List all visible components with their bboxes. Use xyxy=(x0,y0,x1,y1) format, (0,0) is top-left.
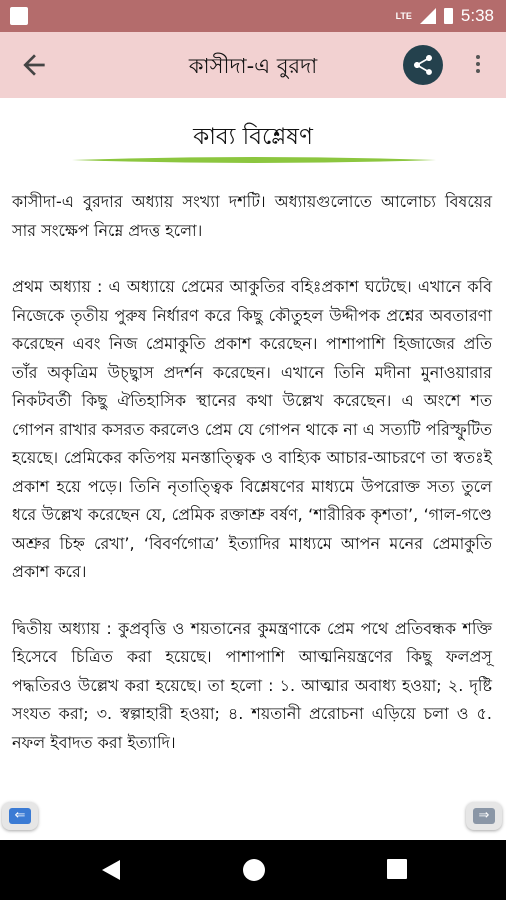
app-bar xyxy=(0,32,506,98)
app-title: কাসীদা-এ বুরদা xyxy=(188,54,318,78)
heading-underline xyxy=(72,156,436,164)
system-nav-bar xyxy=(0,840,506,900)
signal-icon xyxy=(420,8,436,24)
status-bar xyxy=(0,0,506,32)
paragraph-chapter-2: দ্বিতীয় অধ্যায় : কুপ্রবৃত্তি ও শয়তানের কুমন্ত্রণাকে প্রেম পথে প্রতিবন্ধক শক্তি হিসেবে চিত্রিত করা হয়েছে। পাশাপাশি আত্মনিয়ন্ত্রণের কিছু ফলপ্রসূ পদ্ধতিরও উল্লেখ করা হয়েছে। তা হলো : ১. আত্মার অবাধ্য হওয়া; ২. দৃষ্টি সংযত করা; ৩. স্বল্পাহারী হওয়া; ৪. শয়তানী প্ররোচনা এড়িয়ে চলা ও ৫. নফল ইবাদত করা ইত্যাদি। xyxy=(12,618,492,752)
nav-recents-icon[interactable] xyxy=(386,858,408,884)
network-type: LTE xyxy=(395,10,412,21)
prev-page-button[interactable] xyxy=(2,802,38,830)
more-vert-icon[interactable] xyxy=(468,52,488,80)
next-page-button[interactable] xyxy=(466,802,502,830)
paragraph-chapter-1: প্রথম অধ্যায় : এ অধ্যায়ে প্রেমের আকুতির বহিঃপ্রকাশ ঘটেছে। এখানে কবি নিজেকে তৃতীয় পুরুষ নির্ধারণ করে কিছু কৌতুহল উদ্দীপক প্রশ্নের অবতারণা করেছেন এবং নিজ প্রেমাকুতি প্রকাশ করেছেন। পাশাপাশি হিজাজের প্রতি তাঁর অকৃত্রিম উচ্ছ্বাস প্রদর্শন করেছেন। এখানে তিনি মদীনা মুনাওয়ারার নিকটবর্তী কিছু ঐতিহাসিক স্থানের কথা উল্লেখ করেছেন। এ অংশে শত গোপন রাখার কসরত করলেও প্রেম যে গোপন থাকে না এ সত্যটি পরিস্ফুটিত হয়েছে। প্রেমিকের কতিপয় মনস্তাত্ত্বিক ও বাহ্যিক আচার-আচরণে তা স্বতঃই প্রকাশ হয়ে পড়ে। তিনি নৃতাত্ত্বিক বিশ্লেষণের মাধ্যমে উপরোক্ত সত্য তুলে ধরে উল্লেখ করেছেন যে, প্রেমিক রক্তাশ্রু বর্ষণ, ‘শারীরিক কৃশতা’, ‘গাল-গণ্ডে অশ্রুর চিহ্ন রেখা’, ‘বিবর্ণগোত্র’ ইত্যাদির মাধ্যমে আপন মনের প্রেমাকুতি প্রকাশ করে। xyxy=(12,277,492,581)
nav-back-icon[interactable] xyxy=(100,858,122,886)
share-button[interactable] xyxy=(403,45,443,85)
battery-icon xyxy=(444,8,453,24)
clock: 5:38 xyxy=(460,6,494,25)
page-heading: কাব্য বিশ্লেষণ xyxy=(193,124,313,150)
content-area[interactable] xyxy=(0,98,506,838)
prev-page-icon: ⇐ xyxy=(9,808,31,824)
sd-card-icon xyxy=(10,7,28,25)
next-page-icon: ⇒ xyxy=(473,808,495,824)
article-text xyxy=(12,188,492,785)
nav-home-icon[interactable] xyxy=(242,858,266,886)
share-icon xyxy=(411,53,435,77)
paragraph-intro: কাসীদা-এ বুরদার অধ্যায় সংখ্যা দশটি। অধ্যায়গুলোতে আলোচ্য বিষয়ের সার সংক্ষেপ নিম্নে প্রদত্ত হলো। xyxy=(12,192,492,240)
